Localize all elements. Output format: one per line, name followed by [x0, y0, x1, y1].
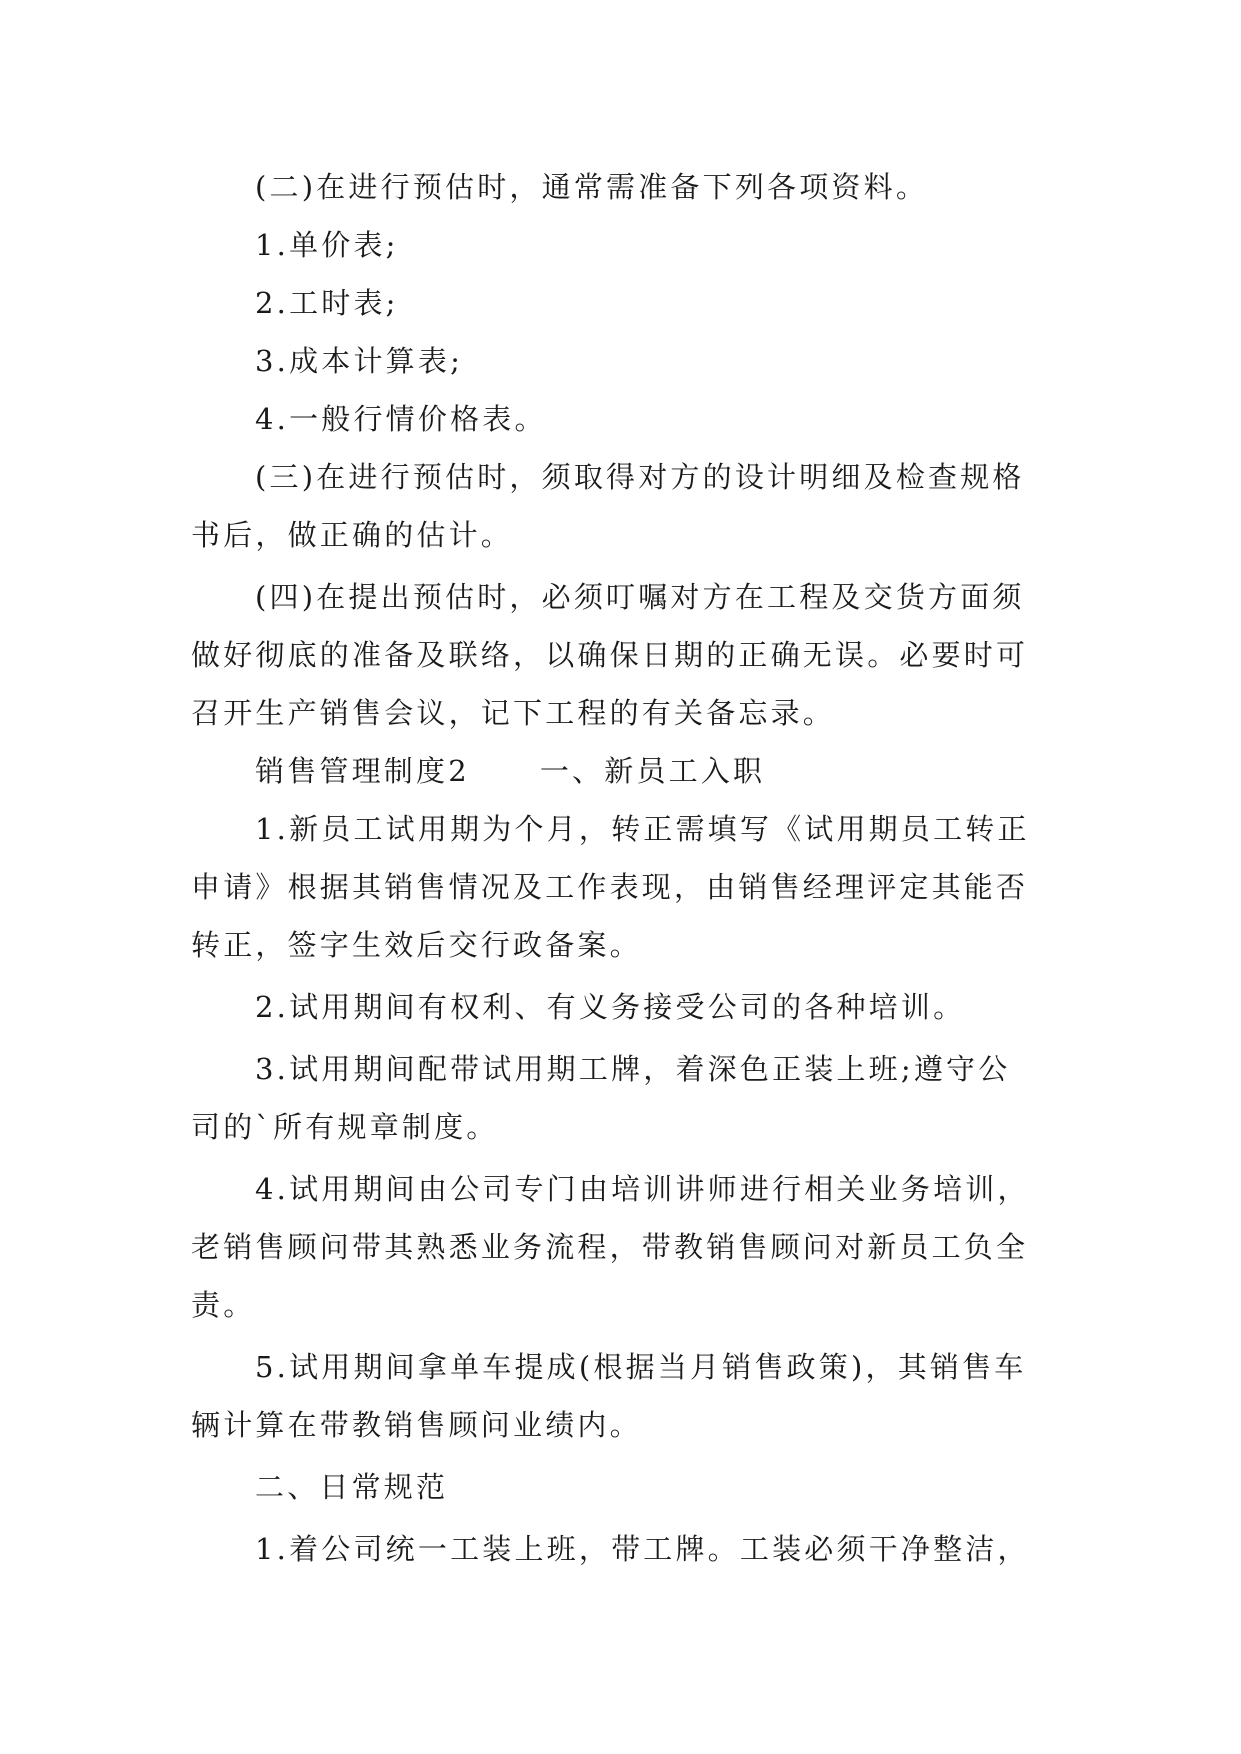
list-item: 4.一般行情价格表。: [255, 402, 547, 436]
paragraph-line: 3.试用期间配带试用期工牌，着深色正装上班;遵守公: [255, 1052, 1011, 1086]
section-heading: 二、日常规范: [255, 1470, 449, 1504]
paragraph-line: 1.着公司统一工装上班，带工牌。工装必须干净整洁，: [255, 1532, 1030, 1566]
list-item: 1.单价表;: [255, 228, 399, 262]
paragraph-line: 召开生产销售会议，记下工程的有关备忘录。: [191, 696, 836, 730]
paragraph-line: 司的`所有规章制度。: [191, 1110, 499, 1144]
paragraph-line: 1.新员工试用期为个月，转正需填写《试用期员工转正: [255, 812, 1030, 846]
paragraph-line: 老销售顾问带其熟悉业务流程，带教销售顾问对新员工负全: [191, 1230, 1029, 1264]
paragraph-line: 责。: [191, 1288, 256, 1322]
paragraph-line: 4.试用期间由公司专门由培训讲师进行相关业务培训，: [255, 1172, 1030, 1206]
paragraph-line: 辆计算在带教销售顾问业绩内。: [191, 1408, 642, 1442]
paragraph-line: (四)在提出预估时，必须叮嘱对方在工程及交货方面须: [255, 580, 1025, 614]
paragraph-line: 书后，做正确的估计。: [191, 518, 514, 552]
list-item: 3.成本计算表;: [255, 344, 464, 378]
section-title: 一、新员工入职: [539, 754, 766, 788]
paragraph-line: 做好彻底的准备及联络，以确保日期的正确无误。必要时可: [191, 638, 1029, 672]
section-heading: [191, 742, 1059, 800]
document-body: [191, 158, 1059, 1578]
paragraph-line: 转正，签字生效后交行政备案。: [191, 928, 642, 962]
paragraph-line: (二)在进行预估时，通常需准备下列各项资料。: [255, 170, 929, 204]
list-item: 2.工时表;: [255, 286, 399, 320]
document-title: 销售管理制度2: [255, 754, 470, 788]
paragraph-line: 申请》根据其销售情况及工作表现，由销售经理评定其能否: [191, 870, 1029, 904]
paragraph-line: (三)在进行预估时，须取得对方的设计明细及检查规格: [255, 460, 1025, 494]
paragraph-line: 5.试用期间拿单车提成(根据当月销售政策)，其销售车: [255, 1350, 1027, 1384]
paragraph-line: 2.试用期间有权利、有义务接受公司的各种培训。: [255, 990, 966, 1024]
